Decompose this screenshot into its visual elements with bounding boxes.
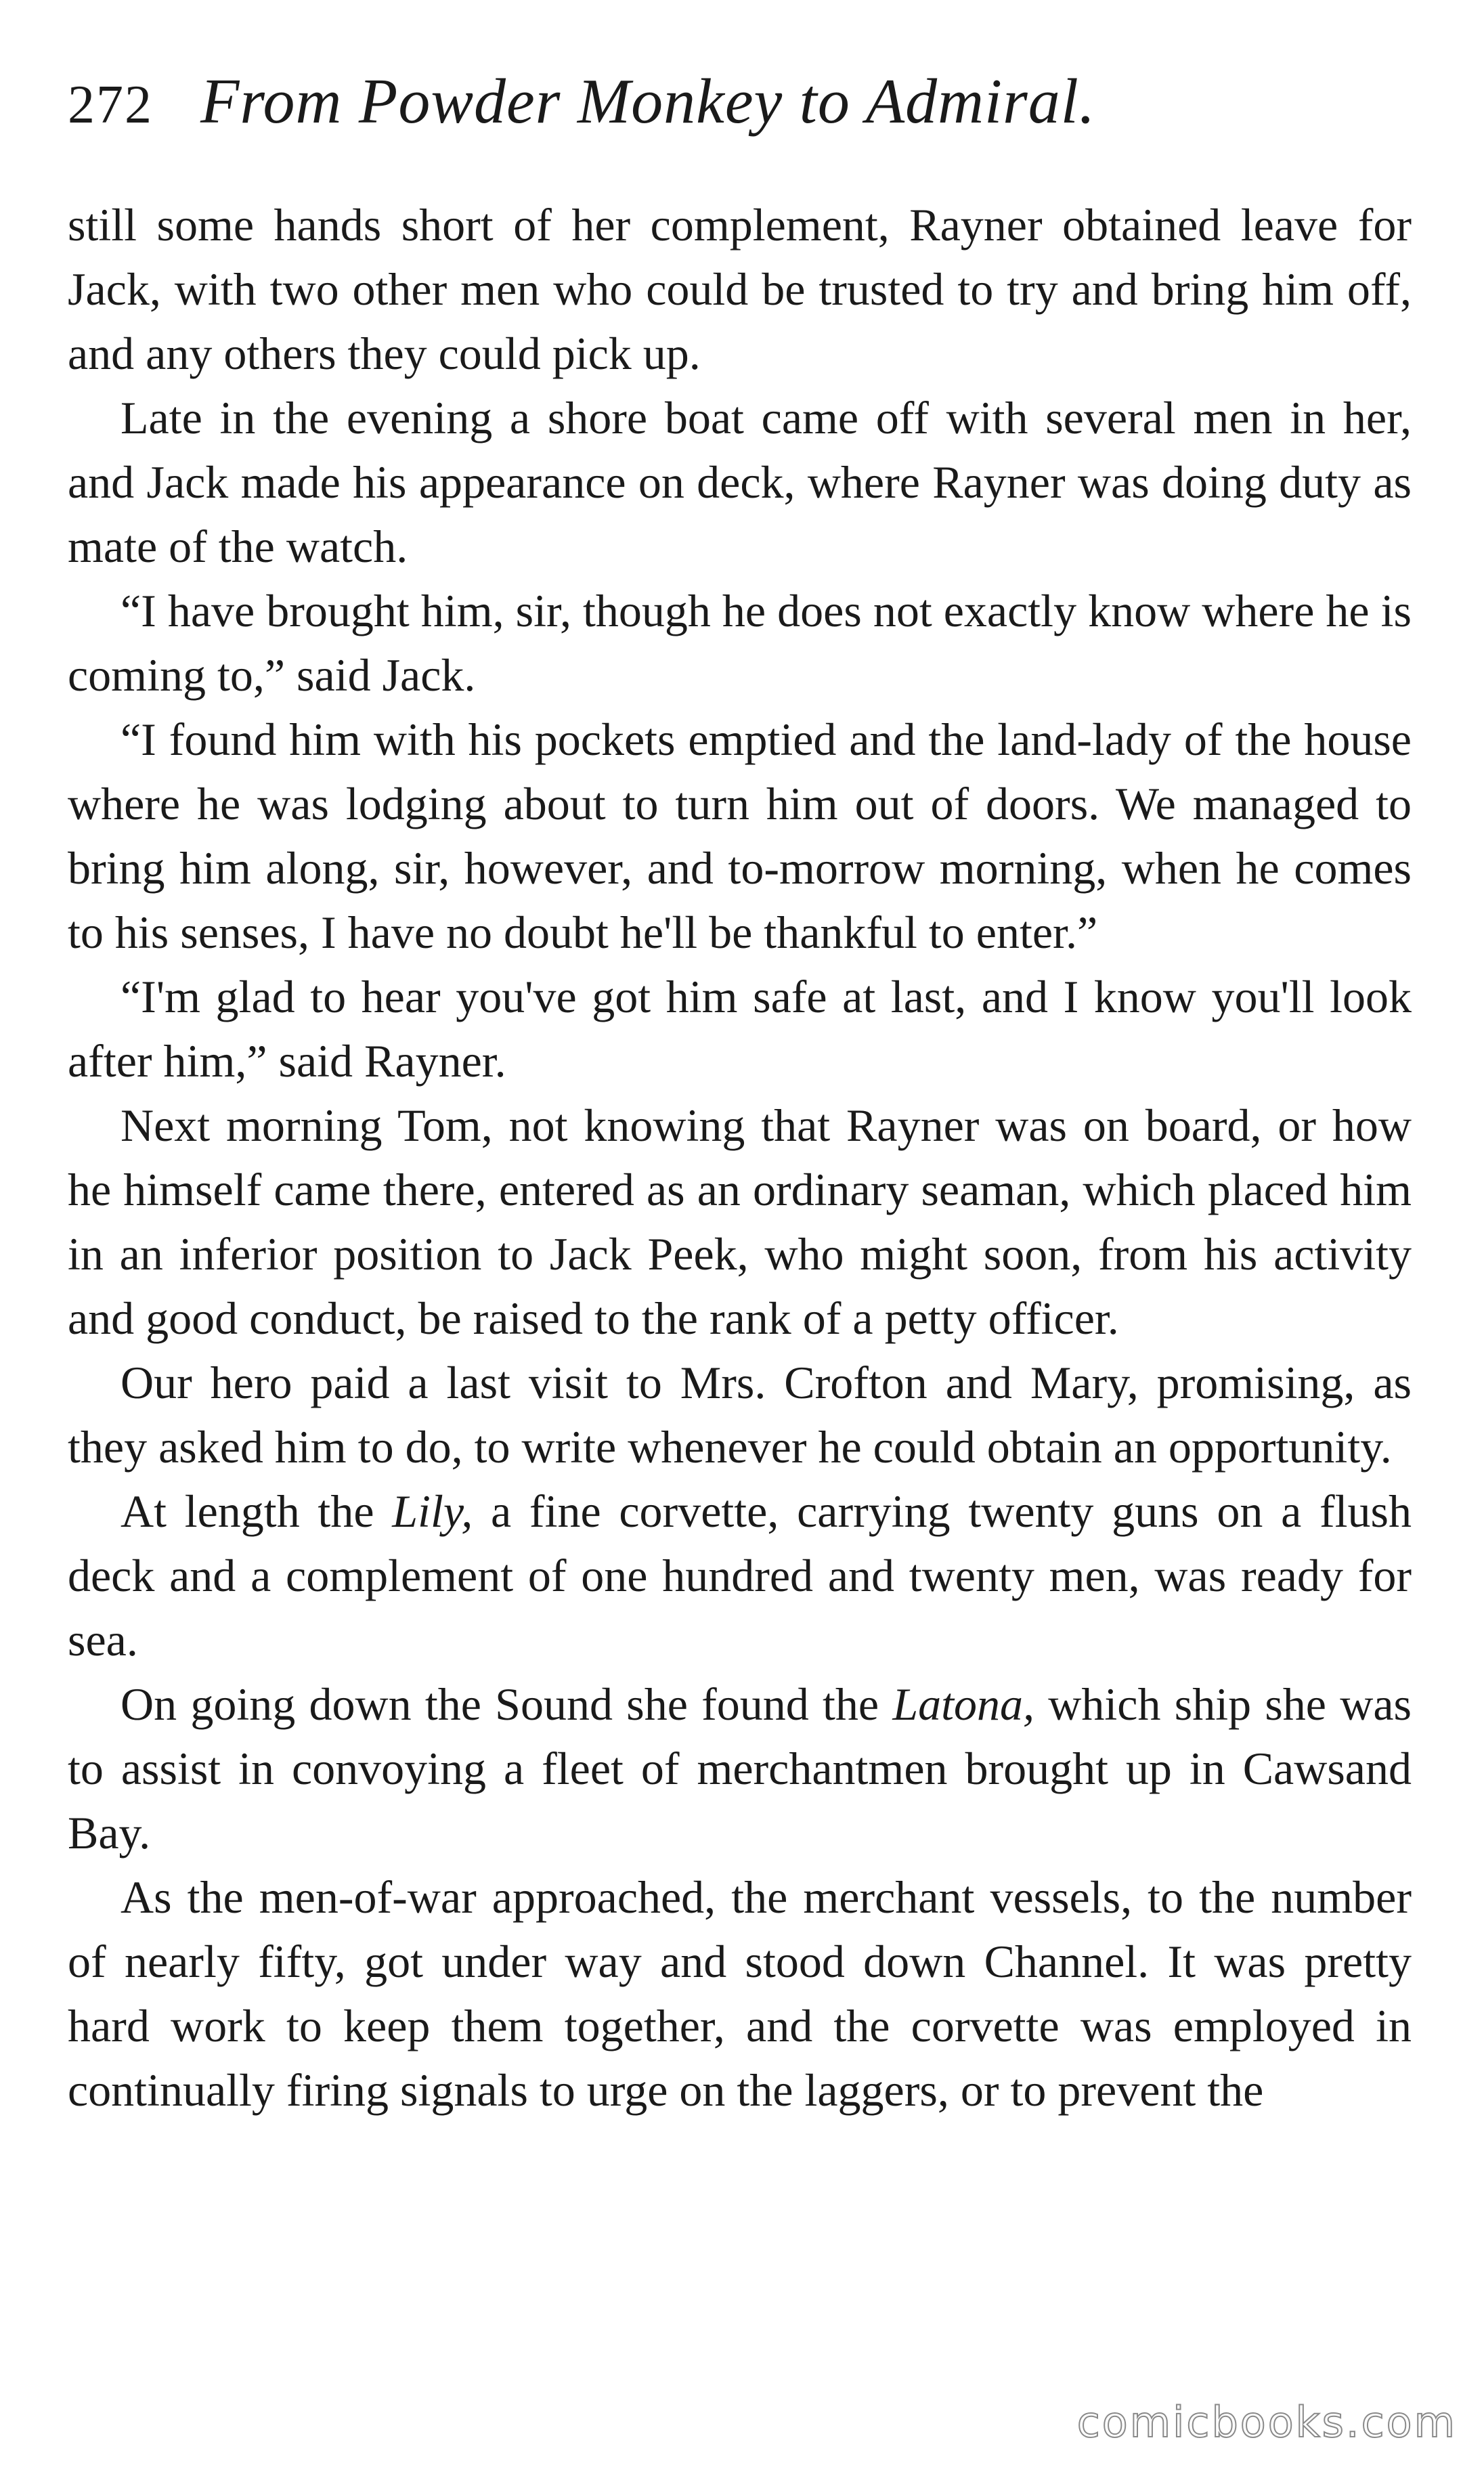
paragraph	[68, 1672, 1412, 1865]
paragraph-text: “I have brought him, sir, though he does not exactly know where he is coming to,” said Jack.	[68, 585, 1412, 701]
watermark: comicbooks.com	[1076, 2397, 1457, 2447]
paragraph	[68, 386, 1412, 579]
paragraph	[68, 579, 1412, 708]
paragraph-text: which ship she was to assist in convoying a fleet of merchantmen brought up in Cawsand Bay.	[68, 1678, 1412, 1858]
page-number: 272	[68, 75, 153, 135]
paragraph	[68, 1479, 1412, 1672]
paragraph-text: “I found him with his pockets emptied and the land-lady of the house where he was lodging about to turn him out of doors. We managed to bring him along, sir, however, and to-morrow morning, when he comes to his senses, I have no doubt he'll be thankful to enter.”	[68, 714, 1412, 958]
italic-ship-name: Latona,	[892, 1678, 1035, 1730]
paragraph-text: Late in the evening a shore boat came off with several men in her, and Jack made his appearance on deck, where Rayner was doing duty as mate of the watch.	[68, 392, 1412, 572]
paragraph	[68, 1351, 1412, 1479]
running-title: From Powder Monkey to Admiral.	[200, 66, 1096, 137]
italic-ship-name: Lily,	[392, 1485, 473, 1537]
paragraph	[68, 1865, 1412, 2123]
paragraph	[68, 708, 1412, 965]
paragraph-text: As the men-of-war approached, the merchant vessels, to the number of nearly fifty, got under way and stood down Channel. It was pretty hard work to keep them together, and the corvette was employed in continually firing signals to urge on the laggers, or to prevent the	[68, 1871, 1412, 2116]
paragraph-text: Our hero paid a last visit to Mrs. Crofton and Mary, promising, as they asked him to do, to write whenever he could obtain an opportunity.	[68, 1357, 1412, 1473]
paragraph-text: At length the	[121, 1485, 393, 1537]
paragraph-text: a fine corvette, carrying twenty guns on a flush deck and a complement of one hundred and twenty men, was ready for sea.	[68, 1485, 1412, 1666]
paragraph-text: “I'm glad to hear you've got him safe at last, and I know you'll look after him,” said Rayner.	[68, 971, 1412, 1087]
page-header	[68, 65, 1408, 146]
paragraph-text: On going down the Sound she found the	[121, 1678, 893, 1730]
paragraph	[68, 193, 1412, 386]
paragraph-text: Next morning Tom, not knowing that Rayner was on board, or how he himself came there, entered as an ordinary seaman, which placed him in an inferior position to Jack Peek, who might soon, from his activity and good conduct, be raised to the rank of a petty officer.	[68, 1100, 1412, 1344]
body-text	[68, 193, 1412, 2123]
paragraph	[68, 1093, 1412, 1351]
paragraph-text: still some hands short of her complement, Rayner obtained leave for Jack, with two other men who could be trusted to try and bring him off, and any others they could pick up.	[68, 199, 1412, 379]
paragraph	[68, 965, 1412, 1093]
